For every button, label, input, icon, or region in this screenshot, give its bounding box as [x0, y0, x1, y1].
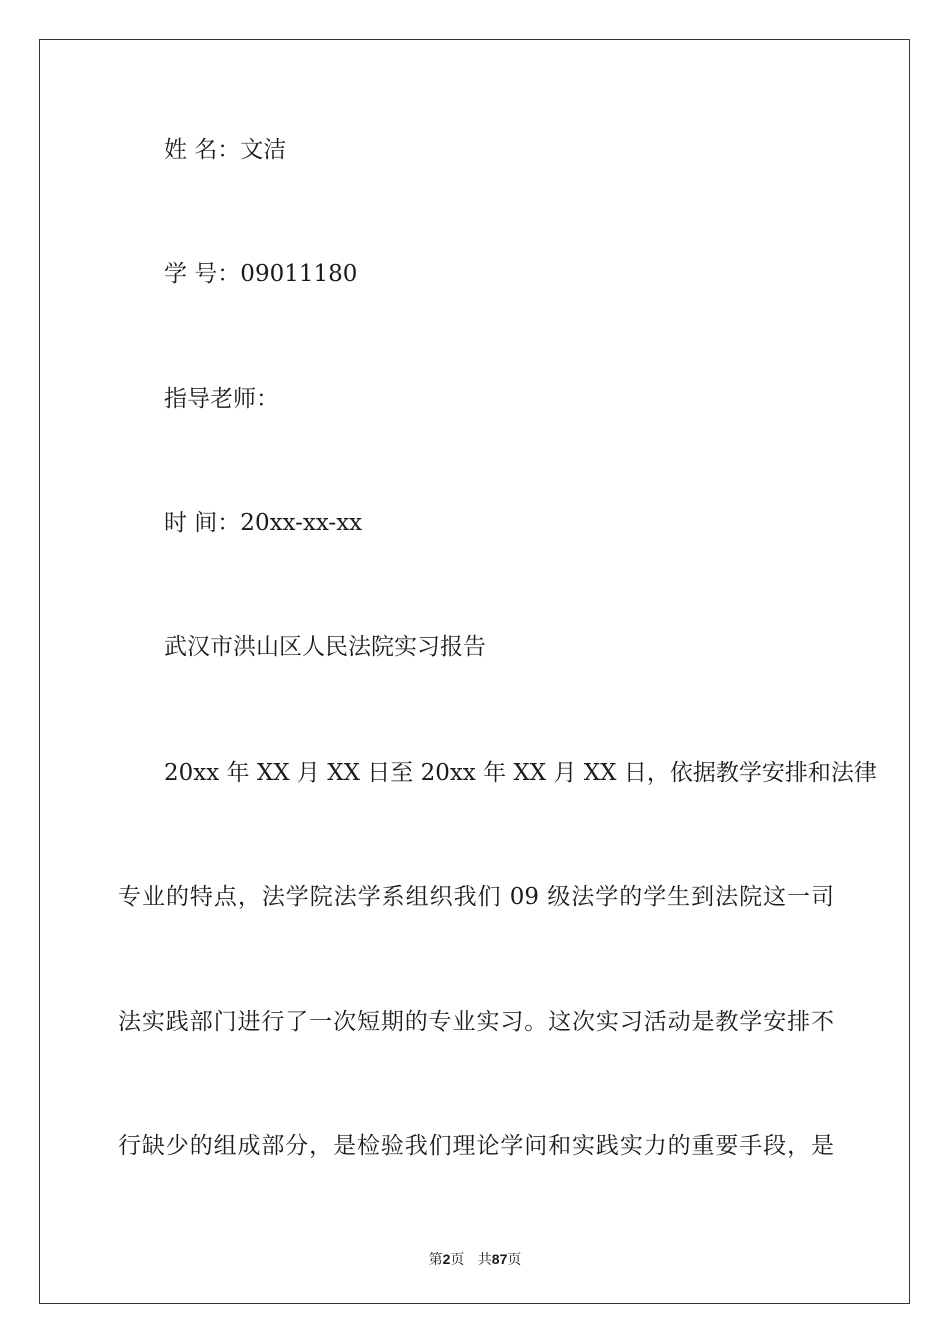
- name-field: 姓 名：文洁: [164, 137, 287, 163]
- body-paragraph-line: 20xx 年 XX 月 XX 日至 20xx 年 XX 月 XX 日，依据教学安排和法律: [164, 760, 877, 786]
- total-suffix: 页: [507, 1252, 522, 1268]
- student-id-field: 学 号：09011180: [164, 261, 358, 287]
- advisor-field: 指导老师：: [164, 386, 279, 412]
- body-paragraph-line: 专业的特点，法学院法学系组织我们 09 级法学的学生到法院这一司: [118, 884, 834, 910]
- body-paragraph-line: 行缺少的组成部分，是检验我们理论学问和实践实力的重要手段，是: [118, 1133, 834, 1159]
- time-field: 时 间：20xx-xx-xx: [164, 510, 363, 536]
- page-border: [39, 39, 910, 1304]
- total-pages: 87: [491, 1251, 508, 1267]
- report-title: 武汉市洪山区人民法院实习报告: [164, 634, 486, 660]
- page-footer: [0, 1249, 950, 1269]
- page-prefix: 第: [428, 1252, 443, 1268]
- body-paragraph-line: 法实践部门进行了一次短期的专业实习。这次实习活动是教学安排不: [118, 1009, 834, 1035]
- total-prefix: 共: [477, 1252, 492, 1268]
- page-number: 2: [442, 1251, 451, 1267]
- page-suffix: 页: [450, 1252, 465, 1268]
